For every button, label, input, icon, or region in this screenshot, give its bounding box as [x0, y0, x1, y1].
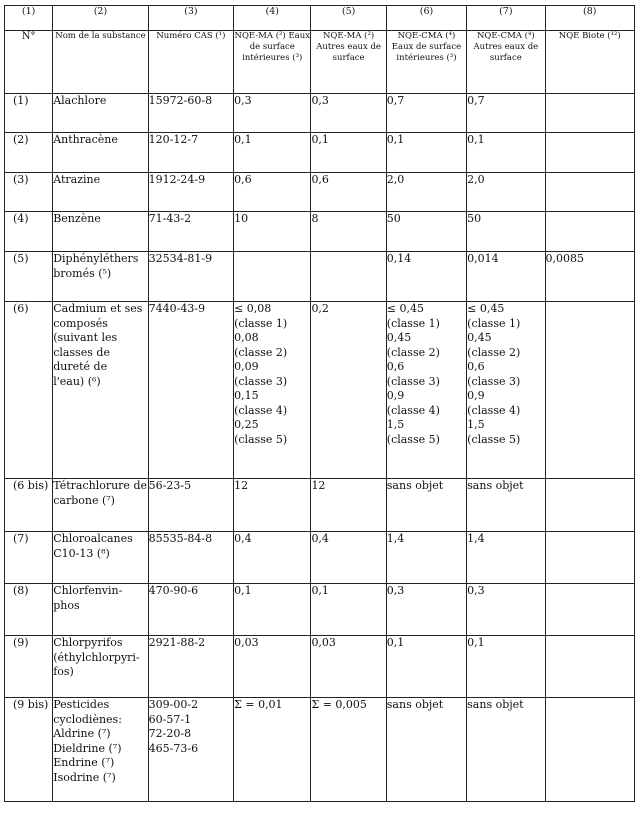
- cell-nqe-ma-other: [311, 252, 386, 302]
- header-nqe-cma-inland: NQE-CMA (⁴) Eaux de surface intérieures (³): [386, 31, 466, 94]
- cell-cas-number: [148, 698, 233, 802]
- cell-text-line: 0,0085: [545, 252, 585, 265]
- cell-nqe-biote: [545, 698, 634, 802]
- cell-nqe-ma-other: [311, 173, 386, 212]
- column-number: (5): [311, 6, 386, 31]
- cell-text-line: 0,1: [386, 636, 405, 649]
- cell-text-line: 0,45: [467, 331, 492, 344]
- cell-text-line: (classe 3): [386, 374, 440, 388]
- column-number: (1): [5, 6, 53, 31]
- cell-nqe-cma-inland: [386, 252, 466, 302]
- substances-table: [4, 5, 635, 802]
- cell-text-line: 0,03: [311, 636, 336, 649]
- cell-cas-number: [148, 584, 233, 636]
- cell-text-line: ≤ 0,45: [467, 302, 505, 315]
- cell-text-line: sans objet: [467, 479, 524, 492]
- cell-cas-number: [148, 252, 233, 302]
- cell-text-line: fos): [53, 665, 74, 678]
- cell-text-line: 72-20-8: [148, 727, 192, 740]
- cell-text-line: 0,03: [234, 636, 259, 649]
- cell-nqe-cma-inland: [386, 636, 466, 698]
- cell-substance-name: [53, 698, 148, 802]
- cell-nqe-ma-other: [311, 479, 386, 532]
- header-nqe-ma-other: NQE-MA (²) Autres eaux de surface: [311, 31, 386, 94]
- cell-text-line: 0,08: [234, 331, 259, 344]
- cell-substance-name: [53, 212, 148, 252]
- cell-substance-name: [53, 532, 148, 584]
- cell-text-line: 2921-88-2: [148, 636, 206, 649]
- cell-text-line: 0,1: [467, 636, 485, 649]
- cell-text-line: 10: [234, 212, 249, 225]
- cell-nqe-cma-inland: [386, 212, 466, 252]
- header-substance-name: Nom de la substance: [53, 31, 148, 94]
- cell-text-line: 0,4: [234, 532, 252, 545]
- cell-text-line: 0,3: [311, 94, 329, 107]
- cell-number: [5, 252, 53, 302]
- cell-text-line: 12: [234, 479, 249, 492]
- cell-nqe-cma-other: [467, 479, 545, 532]
- cell-text-line: (classe 1): [234, 316, 288, 330]
- header-no: N°: [5, 31, 53, 94]
- cell-text-line: 120-12-7: [148, 133, 199, 146]
- cell-text-line: 0,6: [386, 360, 405, 373]
- cell-text-line: Anthracène: [53, 133, 118, 146]
- cell-number: [5, 94, 53, 133]
- cell-nqe-biote: [545, 173, 634, 212]
- cell-text-line: Pesticides: [53, 698, 110, 711]
- table-row: [5, 584, 635, 636]
- cell-text-line: Chloroalcanes: [53, 532, 133, 545]
- cell-text-line: 8: [311, 212, 319, 225]
- cell-nqe-ma-other: [311, 636, 386, 698]
- cell-nqe-biote: [545, 212, 634, 252]
- cell-nqe-cma-inland: [386, 173, 466, 212]
- cell-substance-name: [53, 636, 148, 698]
- cell-text-line: 0,7: [467, 94, 485, 107]
- cell-text-line: Atrazine: [53, 173, 101, 186]
- cell-nqe-cma-inland: [386, 133, 466, 173]
- cell-text-line: (classe 2): [234, 345, 288, 359]
- cell-nqe-ma-inland: [234, 212, 311, 252]
- cell-text-line: Chlorpyrifos: [53, 636, 123, 649]
- cell-nqe-ma-inland: [234, 636, 311, 698]
- cell-text-line: Alachlore: [53, 94, 107, 107]
- cell-text-line: (classe 3): [467, 374, 521, 388]
- cell-text-line: bromés (⁵): [53, 266, 112, 280]
- row-number-text: (1): [13, 94, 29, 107]
- cell-text-line: 0,25: [234, 418, 259, 431]
- cell-nqe-ma-inland: [234, 252, 311, 302]
- cell-text-line: sans objet: [386, 479, 444, 492]
- row-number-text: (9 bis): [13, 698, 49, 711]
- cell-text-line: (classe 4): [386, 403, 440, 417]
- table-row: [5, 636, 635, 698]
- table-row: [5, 173, 635, 212]
- cell-nqe-cma-inland: [386, 94, 466, 133]
- cell-substance-name: [53, 252, 148, 302]
- cell-text-line: 0,4: [311, 532, 329, 545]
- cell-nqe-ma-inland: [234, 94, 311, 133]
- cell-text-line: 0,1: [234, 584, 252, 597]
- cell-text-line: Cadmium et ses: [53, 302, 143, 315]
- cell-text-line: (classe 1): [386, 316, 440, 330]
- cell-text-line: (classe 1): [467, 316, 521, 330]
- cell-text-line: 0,1: [467, 133, 485, 146]
- cell-text-line: 1,4: [386, 532, 405, 545]
- cell-text-line: sans objet: [386, 698, 444, 711]
- cell-nqe-ma-other: [311, 584, 386, 636]
- cell-text-line: Σ = 0,01: [234, 698, 283, 711]
- cell-text-line: ≤ 0,45: [386, 302, 424, 315]
- cell-substance-name: [53, 584, 148, 636]
- cell-text-line: classes de: [53, 345, 110, 359]
- cell-nqe-ma-inland: [234, 302, 311, 479]
- cell-text-line: l'eau) (⁶): [53, 374, 101, 388]
- cell-nqe-cma-other: [467, 133, 545, 173]
- cell-nqe-ma-other: [311, 94, 386, 133]
- cell-text-line: 470-90-6: [148, 584, 199, 597]
- row-number-text: (9): [13, 636, 29, 649]
- cell-text-line: Chlorfenvin-: [53, 584, 123, 597]
- cell-nqe-cma-other: [467, 173, 545, 212]
- cell-nqe-ma-inland: [234, 532, 311, 584]
- cell-number: [5, 302, 53, 479]
- cell-text-line: Benzène: [53, 212, 101, 225]
- cell-nqe-ma-other: [311, 698, 386, 802]
- header-nqe-biote: NQE Biote (¹²): [545, 31, 634, 94]
- cell-nqe-cma-inland: [386, 302, 466, 479]
- cell-text-line: 2,0: [386, 173, 405, 186]
- cell-substance-name: [53, 302, 148, 479]
- column-number: (8): [545, 6, 634, 31]
- cell-text-line: 1912-24-9: [148, 173, 206, 186]
- cell-text-line: phos: [53, 598, 80, 612]
- cell-nqe-cma-inland: [386, 532, 466, 584]
- cell-text-line: 0,9: [386, 389, 405, 402]
- cell-nqe-ma-inland: [234, 173, 311, 212]
- row-number-text: (7): [13, 532, 29, 545]
- table-row: [5, 532, 635, 584]
- cell-text-line: 0,45: [386, 331, 412, 344]
- cell-text-line: 7440-43-9: [148, 302, 206, 315]
- cell-text-line: (classe 2): [467, 345, 521, 359]
- column-number: (2): [53, 6, 148, 31]
- cell-text-line: 0,1: [234, 133, 252, 146]
- cell-nqe-ma-inland: [234, 133, 311, 173]
- cell-text-line: sans objet: [467, 698, 524, 711]
- cell-text-line: 0,014: [467, 252, 499, 265]
- cell-text-line: 0,1: [386, 133, 405, 146]
- cell-text-line: (classe 5): [467, 432, 521, 446]
- cell-text-line: 50: [467, 212, 482, 225]
- cell-text-line: Aldrine (⁷): [53, 727, 111, 740]
- cell-text-line: 0,9: [467, 389, 485, 402]
- cell-text-line: 1,5: [386, 418, 405, 431]
- table-row: [5, 212, 635, 252]
- cell-text-line: 2,0: [467, 173, 485, 186]
- cell-text-line: (classe 4): [467, 403, 521, 417]
- cell-cas-number: [148, 302, 233, 479]
- table-row: [5, 302, 635, 479]
- cell-text-line: (classe 5): [234, 432, 288, 446]
- cell-nqe-biote: [545, 94, 634, 133]
- cell-nqe-biote: [545, 532, 634, 584]
- column-number: (7): [467, 6, 545, 31]
- cell-number: [5, 212, 53, 252]
- cell-cas-number: [148, 94, 233, 133]
- cell-text-line: (éthylchlorpyri-: [53, 650, 140, 664]
- table-row: [5, 94, 635, 133]
- row-number-text: (5): [13, 252, 29, 265]
- cell-text-line: (classe 5): [386, 432, 440, 446]
- cell-nqe-cma-other: [467, 532, 545, 584]
- cell-text-line: 85535-84-8: [148, 532, 213, 545]
- header-cas-number: Numéro CAS (¹): [148, 31, 233, 94]
- cell-text-line: 0,14: [386, 252, 412, 265]
- header-nqe-cma-other: NQE-CMA (⁴) Autres eaux de surface: [467, 31, 545, 94]
- cell-text-line: Dieldrine (⁷): [53, 741, 122, 755]
- cell-number: [5, 532, 53, 584]
- cell-cas-number: [148, 636, 233, 698]
- cell-text-line: 465-73-6: [148, 741, 199, 755]
- cell-text-line: ≤ 0,08: [234, 302, 272, 315]
- cell-text-line: 0,2: [311, 302, 329, 315]
- row-number-text: (8): [13, 584, 29, 597]
- cell-substance-name: [53, 173, 148, 212]
- cell-text-line: 12: [311, 479, 326, 492]
- cell-text-line: 0,1: [311, 133, 329, 146]
- cell-text-line: (suivant les: [53, 331, 118, 344]
- cell-text-line: 0,09: [234, 360, 259, 373]
- row-number-text: (6 bis): [13, 479, 49, 492]
- cell-text-line: composés: [53, 316, 108, 330]
- header-row: [5, 31, 635, 94]
- cell-nqe-cma-other: [467, 302, 545, 479]
- row-number-text: (3): [13, 173, 29, 186]
- column-number: (4): [234, 6, 311, 31]
- cell-text-line: Endrine (⁷): [53, 756, 115, 769]
- column-number: (6): [386, 6, 466, 31]
- cell-nqe-cma-other: [467, 94, 545, 133]
- cell-text-line: 0,6: [467, 360, 485, 373]
- cell-text-line: (classe 4): [234, 403, 288, 417]
- row-number-text: (4): [13, 212, 29, 225]
- cell-number: [5, 584, 53, 636]
- cell-nqe-cma-inland: [386, 479, 466, 532]
- cell-substance-name: [53, 94, 148, 133]
- table-row: [5, 252, 635, 302]
- cell-text-line: 1,4: [467, 532, 485, 545]
- column-number-row: [5, 6, 635, 31]
- cell-nqe-biote: [545, 479, 634, 532]
- cell-text-line: 50: [386, 212, 401, 225]
- cell-nqe-ma-other: [311, 532, 386, 584]
- table-body: [5, 94, 635, 802]
- cell-nqe-cma-other: [467, 636, 545, 698]
- cell-number: [5, 479, 53, 532]
- cell-nqe-biote: [545, 252, 634, 302]
- cell-nqe-cma-inland: [386, 698, 466, 802]
- cell-nqe-biote: [545, 302, 634, 479]
- cell-text-line: 0,1: [311, 584, 329, 597]
- cell-nqe-ma-inland: [234, 698, 311, 802]
- row-number-text: (2): [13, 133, 29, 146]
- cell-nqe-cma-other: [467, 212, 545, 252]
- cell-nqe-ma-other: [311, 212, 386, 252]
- cell-nqe-ma-inland: [234, 479, 311, 532]
- cell-nqe-biote: [545, 584, 634, 636]
- cell-number: [5, 133, 53, 173]
- cell-nqe-biote: [545, 636, 634, 698]
- cell-text-line: 71-43-2: [148, 212, 192, 225]
- cell-text-line: Tétrachlorure de: [53, 479, 147, 492]
- table-row: [5, 479, 635, 532]
- column-number: (3): [148, 6, 233, 31]
- cell-text-line: 32534-81-9: [148, 252, 213, 265]
- cell-text-line: 0,3: [386, 584, 405, 597]
- cell-text-line: (classe 3): [234, 374, 288, 388]
- cell-text-line: dureté de: [53, 360, 108, 373]
- cell-text-line: 0,3: [234, 94, 252, 107]
- cell-number: [5, 173, 53, 212]
- cell-text-line: Isodrine (⁷): [53, 770, 116, 784]
- cell-text-line: 0,6: [234, 173, 252, 186]
- cell-cas-number: [148, 479, 233, 532]
- cell-text-line: (classe 2): [386, 345, 440, 359]
- header-nqe-ma-inland: NQE-MA (²) Eaux de surface intérieures (³): [234, 31, 311, 94]
- cell-text-line: 56-23-5: [148, 479, 192, 492]
- cell-text-line: 15972-60-8: [148, 94, 213, 107]
- cell-nqe-cma-other: [467, 584, 545, 636]
- cell-substance-name: [53, 479, 148, 532]
- cell-text-line: 0,3: [467, 584, 485, 597]
- cell-cas-number: [148, 133, 233, 173]
- cell-nqe-cma-other: [467, 698, 545, 802]
- cell-text-line: 60-57-1: [148, 712, 192, 726]
- cell-nqe-ma-other: [311, 133, 386, 173]
- cell-number: [5, 698, 53, 802]
- cell-cas-number: [148, 532, 233, 584]
- cell-text-line: C10-13 (⁸): [53, 546, 110, 560]
- cell-cas-number: [148, 212, 233, 252]
- cell-nqe-ma-other: [311, 302, 386, 479]
- row-number-text: (6): [13, 302, 29, 315]
- cell-text-line: Σ = 0,005: [311, 698, 367, 711]
- cell-number: [5, 636, 53, 698]
- cell-text-line: 0,15: [234, 389, 259, 402]
- table-row: [5, 698, 635, 802]
- cell-nqe-biote: [545, 133, 634, 173]
- cell-nqe-cma-inland: [386, 584, 466, 636]
- cell-text-line: 1,5: [467, 418, 485, 431]
- cell-text-line: 309-00-2: [148, 698, 199, 711]
- cell-nqe-cma-other: [467, 252, 545, 302]
- cell-substance-name: [53, 133, 148, 173]
- cell-nqe-ma-inland: [234, 584, 311, 636]
- cell-text-line: 0,6: [311, 173, 329, 186]
- cell-text-line: Diphényléthers: [53, 252, 139, 265]
- cell-text-line: cyclodiènes:: [53, 712, 122, 726]
- cell-cas-number: [148, 173, 233, 212]
- table-row: [5, 133, 635, 173]
- cell-text-line: 0,7: [386, 94, 405, 107]
- cell-text-line: carbone (⁷): [53, 493, 115, 507]
